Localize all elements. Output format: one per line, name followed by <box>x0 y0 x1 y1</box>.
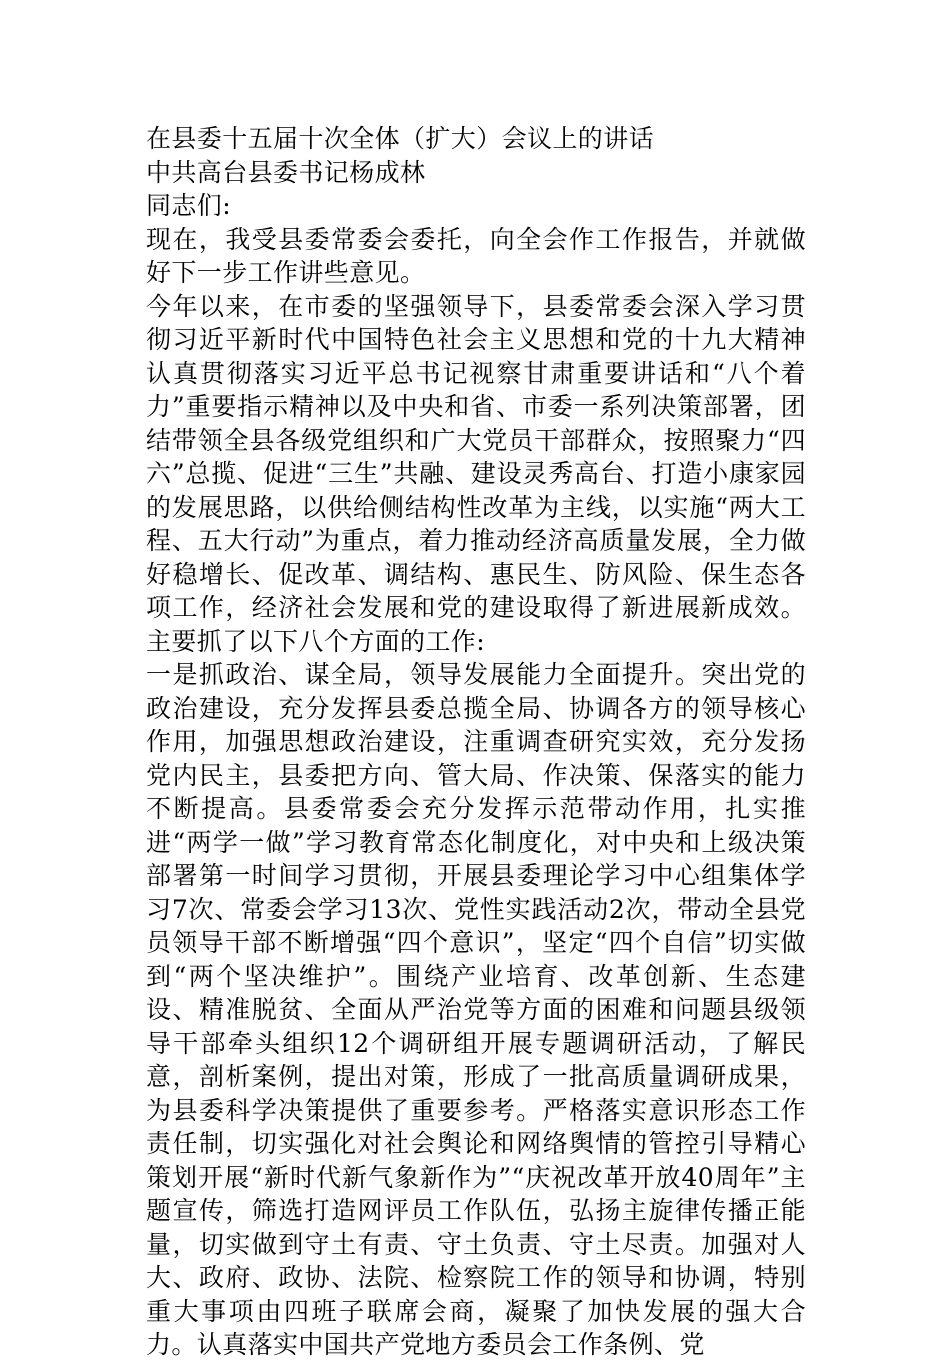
paragraph-intro: 现在，我受县委常委会委托，向全会作工作报告，并就做好下一步工作讲些意见。 <box>146 224 806 287</box>
paragraph-summary: 今年以来，在市委的坚强领导下，县委常委会深入学习贯彻习近平新时代中国特色社会主义思想和党的十九大精神认真贯彻落实习近平总书记视察甘肃重要讲话和“八个着力”重要指示精神以及中央和省、市委一系列决策部署，团结带领全县各级党组织和广大党员干部群众，按照聚力“四六”总揽、促进“三生”共融、建设灵秀高台、打造小康家园的发展思路，以供给侧结构性改革为主线，以实施“两大工程、五大行动”为重点，着力推动经济高质量发展，全力做好稳增长、促改革、调结构、惠民生、防风险、保生态各项工作，经济社会发展和党的建设取得了新进展新成效。主要抓了以下八个方面的工作: <box>146 291 806 656</box>
document-author: 中共高台县委书记杨成林 <box>146 157 426 187</box>
salutation: 同志们: <box>146 191 232 220</box>
paragraph-point-one: 一是抓政治、谋全局，领导发展能力全面提升。突出党的政治建设，充分发挥县委总揽全局、协调各方的领导核心作用，加强思想政治建设，注重调查研究实效，充分发扬党内民主，县委把方向、管大局、作决策、保落实的能力不断提高。县委常委会充分发挥示范带动作用，扎实推进“两学一做”学习教育常态化制度化，对中央和上级决策部署第一时间学习贯彻，开展县委理论学习中心组集体学习7次、常委会学习13次、党性实践活动2次，带动全县党员领导干部不断增强“四个意识”，坚定“四个自信”切实做到“两个坚决维护”。围绕产业培育、改革创新、生态建设、精准脱贫、全面从严治党等方面的困难和问题县级领导干部牵头组织12个调研组开展专题调研活动，了解民意，剖析案例，提出对策，形成了一批高质量调研成果，为县委科学决策提供了重要参考。严格落实意识形态工作责任制，切实强化对社会舆论和网络舆情的管控引导精心策划开展“新时代新气象新作为”“庆祝改革开放40周年”主题宣传，筛选打造网评员工作队伍，弘扬主旋律传播正能量，切实做到守土有责、守土负责、守土尽责。加强对人大、政府、政协、法院、检察院工作的领导和协调，特别重大事项由四班子联席会商，凝聚了加快发展的强大合力。认真落实中国共产党地方委员会工作条例、党 <box>146 660 806 1359</box>
document-page <box>146 122 806 1362</box>
document-title: 在县委十五届十次全体（扩大）会议上的讲话 <box>146 124 655 153</box>
